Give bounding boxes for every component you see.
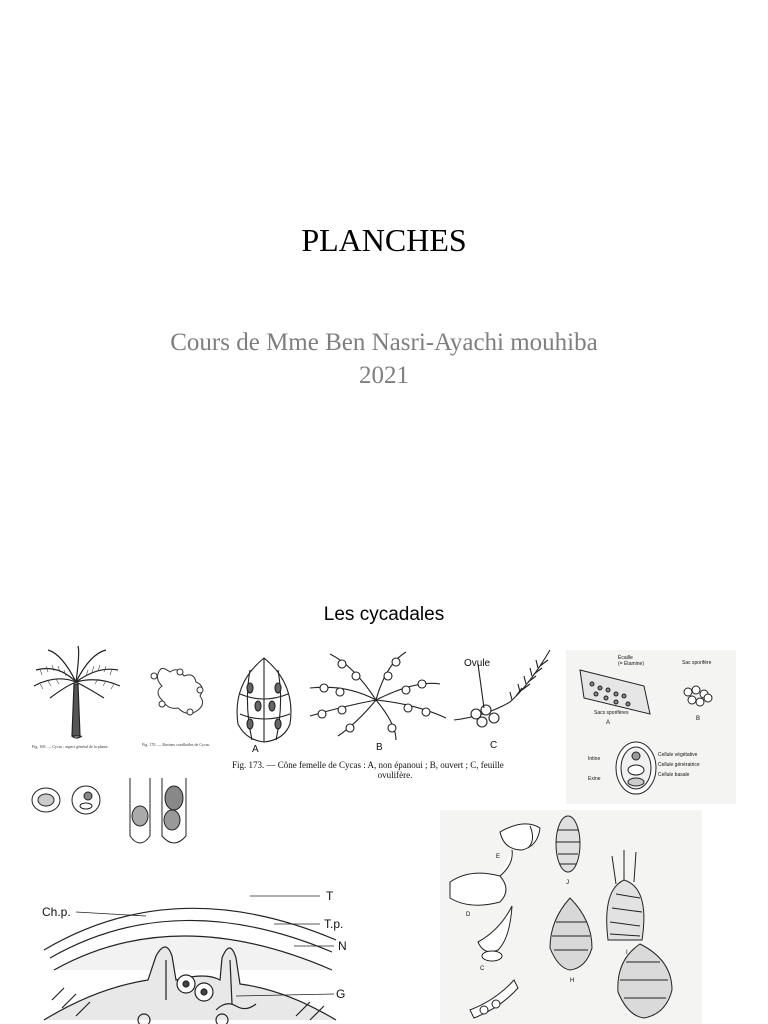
pollen-illustration (566, 734, 736, 804)
pollen-small-illustration (22, 778, 120, 828)
stamen-illustration (566, 650, 736, 734)
cone-caption (232, 760, 558, 780)
roots-illustration (140, 660, 216, 752)
stamen-label-ecaille: Écaille (618, 655, 633, 661)
cone-caption-line1: Fig. 173. — Cône femelle de Cycas : A, non épanoui ; B, ouvert ; C, feuille (232, 760, 504, 770)
figure-female-cones (226, 644, 562, 784)
sporophyll-label-i: I (626, 950, 628, 956)
sporophylls-illustration (440, 810, 702, 1024)
sporophyll-label-h: H (570, 978, 575, 984)
pollen-label-gen: Cellule génératrice (658, 762, 700, 768)
sporophyll-label-c: C (480, 966, 485, 972)
section-label-tp: T.p. (324, 917, 344, 931)
cone-caption-line2: ovulifère. (377, 770, 413, 780)
figure-sporophylls (440, 810, 702, 1024)
section-label-chp: Ch.p. (42, 905, 71, 919)
figure-palm-plant (28, 644, 124, 752)
section-label-g: G (336, 987, 346, 1001)
figure-pollen-tube (122, 776, 194, 856)
cone-a-drawing (237, 658, 291, 742)
palm-illustration (28, 644, 124, 752)
stamen-label-sacs: Sacs sporifères (594, 710, 629, 716)
sporophyll-label-j: J (566, 880, 569, 886)
stamen-label-etamine: (= Étamine) (618, 661, 644, 667)
pollen-label-intine: Intine (588, 756, 601, 762)
pollen-label-exine: Exine (588, 776, 601, 782)
svg-text:Fig. 169. — Cycas ; aspect gén: Fig. 169. — Cycas ; aspect général de la plante. (32, 744, 109, 749)
svg-text:Fig. 170. — Racines coralloïde: Fig. 170. — Racines coralloïdes de Cycas. (142, 742, 211, 747)
slide-subtitle (0, 326, 768, 392)
cone-label-a: A (252, 744, 259, 755)
slide-title: PLANCHES (301, 222, 467, 258)
sporophyll-label-d: D (466, 912, 471, 918)
figure-stamen (566, 650, 736, 734)
pollen-label-veg: Cellule végétative (658, 752, 698, 758)
pollen-tube-illustration (122, 776, 194, 856)
subtitle-author: Cours de Mme Ben Nasri-Ayachi mouhiba (170, 329, 598, 356)
section-label-t: T (326, 889, 334, 903)
section-label-n: N (338, 939, 347, 953)
figure-pollen-grain (566, 734, 736, 804)
stamen-label-b: B (696, 716, 701, 722)
ovule-section-illustration (36, 880, 406, 1024)
cone-label-b: B (376, 742, 383, 753)
cone-label-c: C (490, 740, 498, 751)
cone-label-ovule: Ovule (464, 658, 491, 669)
pollen-label-bas: Cellule basale (658, 772, 690, 778)
figure-coralloid-roots (140, 660, 216, 752)
stamen-label-a: A (606, 720, 611, 726)
cone-b-drawing (310, 652, 446, 740)
stamen-label-sac: Sac sporifère (682, 660, 712, 666)
section-title: Les cycadales (323, 604, 445, 625)
figure-ovule-section (36, 880, 406, 1024)
figure-pollen-small (22, 778, 120, 828)
sporophyll-label-e: E (496, 854, 501, 860)
subtitle-year: 2021 (359, 362, 409, 389)
